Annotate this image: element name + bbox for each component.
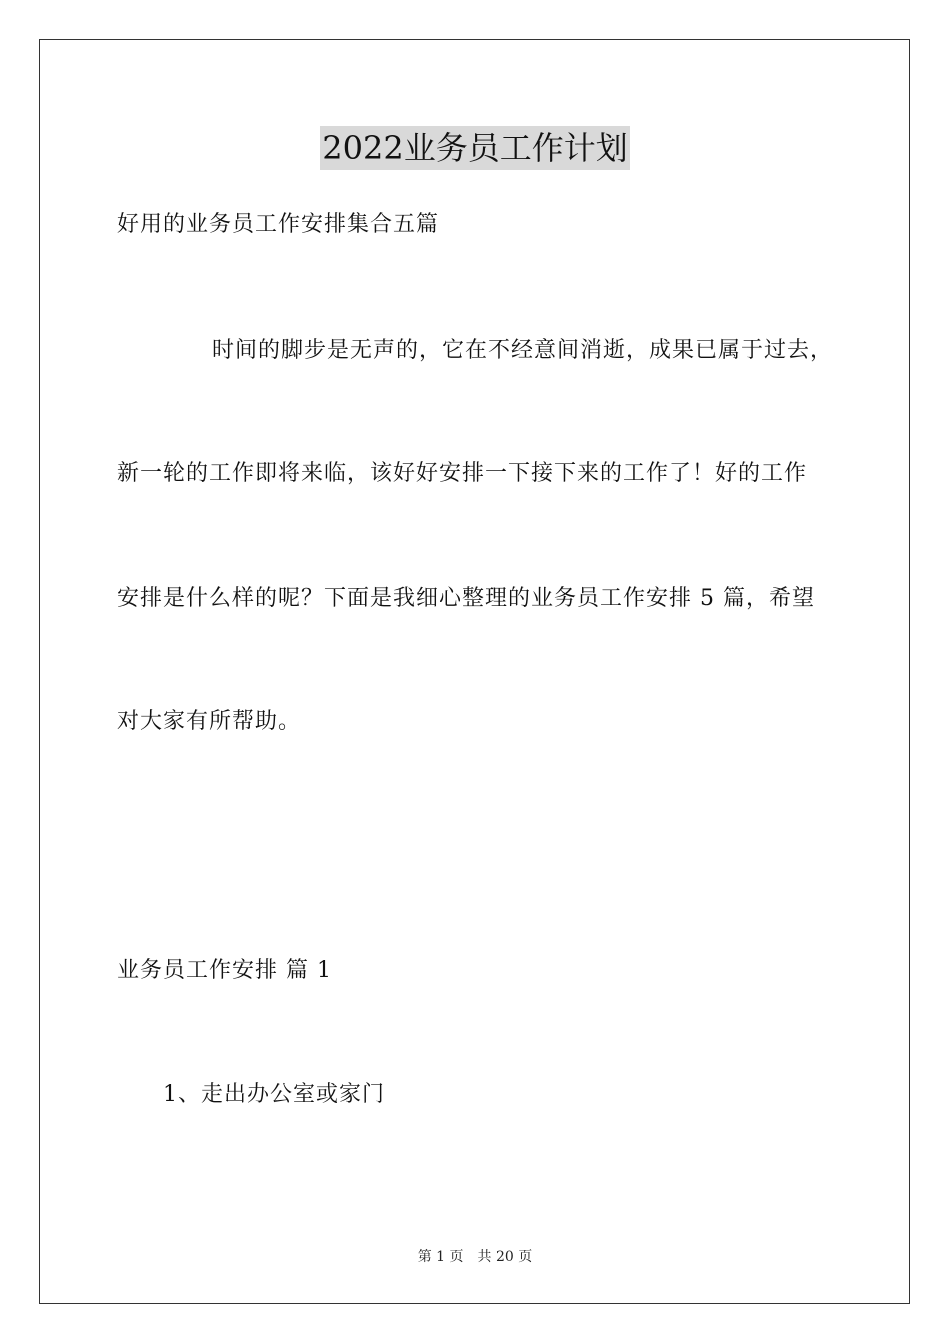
paragraph-line-2: 新一轮的工作即将来临，该好好安排一下接下来的工作了！好的工作 — [117, 461, 808, 486]
page-total: 共 20 页 — [477, 1249, 533, 1265]
paragraph-line-4: 对大家有所帮助。 — [117, 709, 302, 734]
page-footer — [0, 1248, 950, 1266]
document-title: 2022业务员工作计划 — [320, 126, 629, 170]
title-container — [0, 126, 950, 170]
paragraph-line-1: 时间的脚步是无声的，它在不经意间消逝，成果已属于过去， — [212, 338, 834, 363]
section-heading: 业务员工作安排 篇 1 — [117, 958, 332, 983]
page-number: 第 1 页 — [417, 1249, 464, 1265]
document-subtitle: 好用的业务员工作安排集合五篇 — [117, 212, 440, 237]
list-item: 1、走出办公室或家门 — [163, 1082, 385, 1107]
paragraph-line-3: 安排是什么样的呢？下面是我细心整理的业务员工作安排 5 篇，希望 — [117, 586, 815, 611]
